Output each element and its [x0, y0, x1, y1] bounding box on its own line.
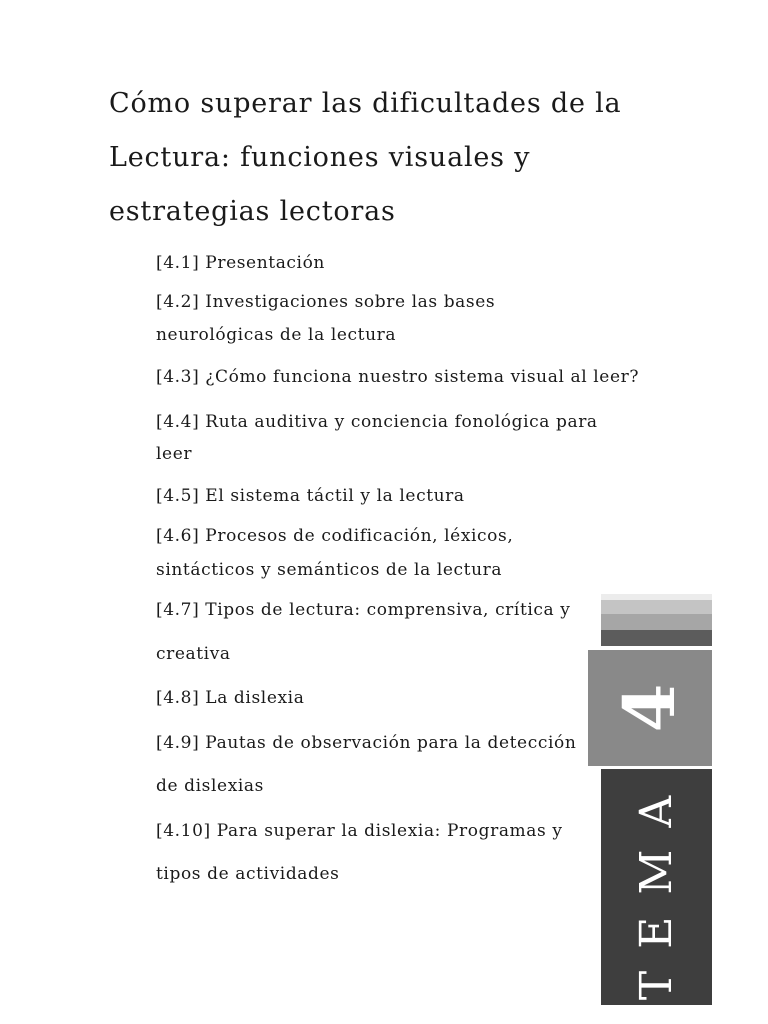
toc-item-4-3: [4.3] ¿Cómo funciona nuestro sistema visual al leer?: [156, 367, 640, 387]
toc-item-4-7-continued: creativa: [156, 644, 231, 664]
toc-item-4-7: [4.7] Tipos de lectura: comprensiva, crítica y: [156, 600, 571, 620]
toc-item-4-4: [4.4] Ruta auditiva y conciencia fonológica para: [156, 412, 598, 432]
toc-item-4-9: [4.9] Pautas de observación para la detección: [156, 733, 577, 753]
tema-label: TEMA: [630, 773, 682, 1001]
decorative-stripe-light: [601, 600, 712, 614]
toc-item-4-1: [4.1] Presentación: [156, 253, 325, 273]
chapter-number: 4: [608, 683, 691, 733]
toc-item-4-5: [4.5] El sistema táctil y la lectura: [156, 486, 465, 506]
toc-item-4-8: [4.8] La dislexia: [156, 688, 305, 708]
toc-item-4-10-continued: tipos de actividades: [156, 864, 340, 884]
tema-label-box: [601, 769, 712, 1005]
decorative-stripe-mid: [601, 614, 712, 630]
decorative-stripe-dark: [601, 630, 712, 646]
title-line-2: Lectura: funciones visuales y: [109, 142, 531, 173]
toc-item-4-10: [4.10] Para superar la dislexia: Programas y: [156, 821, 563, 841]
toc-item-4-6-continued: sintácticos y semánticos de la lectura: [156, 560, 503, 580]
toc-item-4-9-continued: de dislexias: [156, 776, 264, 796]
toc-item-4-2-continued: neurológicas de la lectura: [156, 325, 397, 345]
toc-item-4-4-continued: leer: [156, 444, 193, 464]
title-line-3: estrategias lectoras: [109, 196, 396, 227]
toc-item-4-6: [4.6] Procesos de codificación, léxicos,: [156, 526, 514, 546]
title-line-1: Cómo superar las dificultades de la: [109, 88, 622, 119]
toc-item-4-2: [4.2] Investigaciones sobre las bases: [156, 292, 496, 312]
chapter-number-box: [588, 650, 712, 766]
